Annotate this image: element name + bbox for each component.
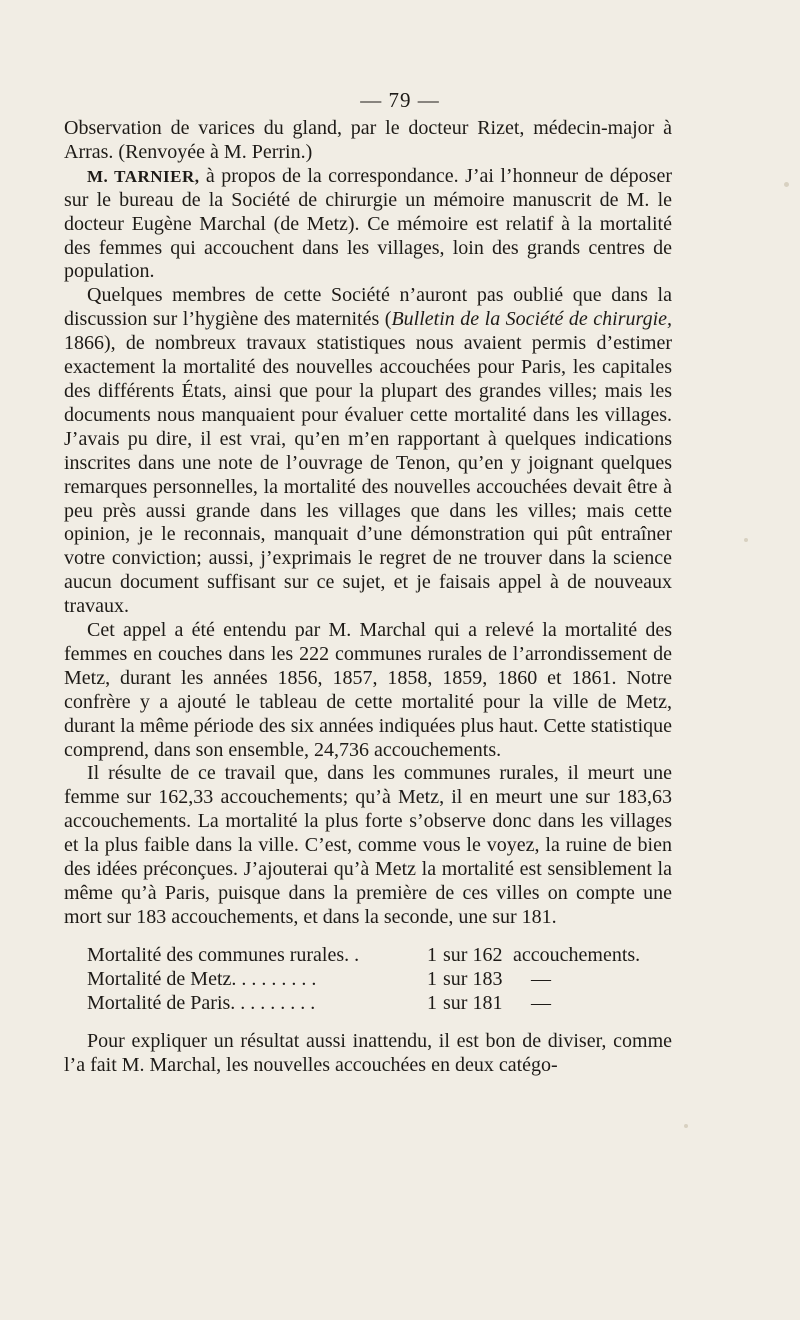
row-unit: accouchements.: [513, 943, 641, 966]
paper-speck: [744, 538, 748, 542]
row-label: Mortalité de Metz. . . . . . . . .: [87, 967, 317, 990]
row-unit: —: [531, 967, 551, 990]
paragraph-observation: Observation de varices du gland, par le docteur Rizet, médecin-major à Arras. (Renvoyée à M. Perrin.): [64, 117, 672, 163]
paper-speck: [784, 182, 789, 187]
table-row: [64, 968, 672, 992]
paragraph-text: à propos de la correspondance. J’ai l’honneur de déposer sur le bureau de la Société de chirurgie un mémoire manuscrit de M. le docteur Eugène Marchal (de Metz). Ce mémoire est relatif à la mortalité des femmes qui accouchent dans les villages, loin des grands centres de population.: [64, 164, 672, 283]
speaker-name: M. TARNIER,: [87, 166, 200, 186]
row-label: Mortalité de Paris. . . . . . . . .: [87, 991, 316, 1014]
paragraph-resultat: Il résulte de ce travail que, dans les communes rurales, il meurt une femme sur 162,33 accouchements; qu’à Metz, il en meurt une sur 183,63 accouchements. La mortalité la plus forte s’observe donc dans les villages et la plus faible dans la ville. C’est, comme vous le voyez, la ruine de bien des idées préconçues. J’ajouterai qu’à Metz la mortalité est sensiblement la même qu’à Paris, puisque dans la première de ces villes on compte une mort sur 183 accouchements, et dans la seconde, une sur 181.: [64, 762, 672, 928]
row-count: 1: [427, 967, 437, 990]
row-rate: sur 162: [443, 943, 503, 966]
paragraph-conclusion: Pour expliquer un résultat aussi inattendu, il est bon de diviser, comme l’a fait M. Marchal, les nouvelles accouchées en deux catégo-: [64, 1029, 672, 1076]
page-number: — 79 —: [360, 88, 440, 112]
paragraph-appel: Cet appel a été entendu par M. Marchal qui a relevé la mortalité des femmes en couches dans les 222 communes rurales de l’arrondissement de Metz, durant les années 1856, 1857, 1858, 1859, 1860 et 1861. Notre confrère y a ajouté le tableau de cette mortalité pour la ville de Metz, durant la même période des six années indiquées plus haut. Cette statistique comprend, dans son ensemble, 24,736 accouchements.: [64, 619, 672, 761]
row-count: 1: [427, 943, 437, 966]
paragraph-tarnier: [64, 165, 672, 285]
row-label: Mortalité des communes rurales. .: [87, 943, 360, 966]
mortality-table: [64, 944, 672, 1016]
table-row: [64, 944, 672, 968]
row-rate: sur 183: [443, 967, 503, 990]
page-body: [64, 84, 672, 1078]
paragraph-discussion: [64, 284, 672, 619]
paper-speck: [684, 1124, 688, 1128]
row-count: 1: [427, 991, 437, 1014]
paragraph-text: Quelques membres de cette Société n’auront pas oublié que dans la discussion sur l’hygiène des maternités (: [64, 284, 672, 331]
bulletin-title: Bulletin de la Société de chirurgie,: [391, 308, 672, 331]
row-rate: sur 181: [443, 991, 503, 1014]
row-unit: —: [531, 991, 551, 1014]
paragraph-text: 1866), de nombreux travaux statistiques nous avaient permis d’estimer exactement la mortalité des nouvelles accouchées pour Paris, les capitales des différents États, ainsi que pour la plupart des grandes villes; mais les documents nous manquaient pour évaluer cette mortalité dans les villages. J’avais pu dire, il est vrai, qu’en m’en rapportant à quelques indications inscrites dans une note de l’ouvrage de Tenon, qu’en y joignant quelques remarques personnelles, la mortalité des nouvelles accouchées devait être à peu près aussi grande dans les villages que dans les villes; mais cette opinion, je le reconnais, manquait d’une démonstration qui pût entraîner votre conviction; aussi, j’exprimais le regret de ne trouver dans la science aucun document suffisant sur ce sujet, et je faisais appel à de nouveaux travaux.: [64, 332, 672, 618]
table-row: [64, 992, 672, 1016]
